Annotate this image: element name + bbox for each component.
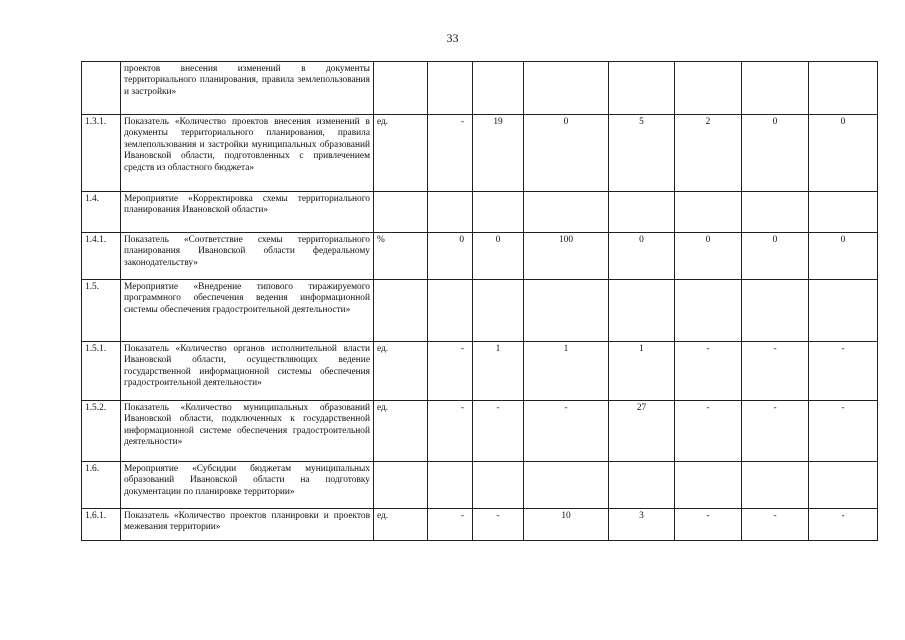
value-cell [524,192,609,233]
table-row [82,462,878,509]
value-cell [428,62,473,115]
value-cell [742,462,809,509]
value-cell [675,62,742,115]
value-cell [809,62,878,115]
value-cell: - [675,401,742,462]
value-cell [473,462,524,509]
table-row [82,115,878,192]
value-cell [428,280,473,342]
value-cell [675,280,742,342]
row-name: Показатель «Количество проектов планировки и проектов межевания территории» [121,509,374,541]
table-row [82,62,878,115]
row-unit: ед. [374,401,428,462]
row-unit: ед. [374,115,428,192]
row-number: 1.4. [82,192,121,233]
value-cell: 5 [609,115,675,192]
value-cell: - [473,401,524,462]
value-cell: 0 [675,233,742,280]
row-number: 1.6. [82,462,121,509]
value-cell: 0 [809,233,878,280]
row-unit [374,280,428,342]
row-unit: ед. [374,509,428,541]
table-row [82,509,878,541]
value-cell: - [809,509,878,541]
value-cell [473,192,524,233]
value-cell [524,62,609,115]
value-cell: 0 [473,233,524,280]
value-cell [742,280,809,342]
value-cell [428,462,473,509]
value-cell: 0 [742,233,809,280]
value-cell [809,280,878,342]
table-body [82,62,878,541]
value-cell [609,462,675,509]
table-row [82,192,878,233]
value-cell [524,462,609,509]
value-cell: 0 [609,233,675,280]
row-name: проектов внесения изменений в документы территориального планирования, правила землепользования и застройки» [121,62,374,115]
value-cell: 1 [609,342,675,401]
value-cell: - [742,509,809,541]
row-unit [374,62,428,115]
value-cell: 19 [473,115,524,192]
value-cell [473,62,524,115]
value-cell [609,280,675,342]
indicators-table [81,61,878,541]
row-number: 1.5.2. [82,401,121,462]
value-cell: 10 [524,509,609,541]
row-name: Показатель «Количество органов исполнительной власти Ивановской области, осуществляющих ведение государственной информационной системы обеспечения градостроительной деятельности» [121,342,374,401]
value-cell: - [742,342,809,401]
value-cell [675,192,742,233]
value-cell [524,280,609,342]
value-cell: 3 [609,509,675,541]
value-cell: 27 [609,401,675,462]
value-cell: - [809,401,878,462]
value-cell: - [473,509,524,541]
value-cell [742,192,809,233]
value-cell: - [428,401,473,462]
value-cell: - [428,342,473,401]
value-cell [742,62,809,115]
row-number: 1.5.1. [82,342,121,401]
value-cell: - [428,115,473,192]
row-number: 1.6.1. [82,509,121,541]
value-cell: - [809,342,878,401]
table-row [82,280,878,342]
value-cell: 1 [524,342,609,401]
table-row [82,233,878,280]
row-number: 1.3.1. [82,115,121,192]
value-cell [809,462,878,509]
value-cell [609,192,675,233]
row-unit [374,462,428,509]
row-name: Показатель «Количество проектов внесения изменений в документы территориального планирования, правила землепользования и застройки муниципальных образований Ивановской области, подготовленных с привлечением средств из областного бюджета» [121,115,374,192]
row-unit [374,192,428,233]
value-cell: - [742,401,809,462]
value-cell [609,62,675,115]
table-row [82,342,878,401]
value-cell: - [428,509,473,541]
row-name: Показатель «Соответствие схемы территориального планирования Ивановской области федеральному законодательству» [121,233,374,280]
value-cell [809,192,878,233]
value-cell: - [675,509,742,541]
value-cell: - [524,401,609,462]
value-cell: 100 [524,233,609,280]
row-number [82,62,121,115]
row-name: Показатель «Количество муниципальных образований Ивановской области, подключенных к государственной информационной системе обеспечения градостроительной деятельности» [121,401,374,462]
value-cell: 0 [809,115,878,192]
row-name: Мероприятие «Корректировка схемы территориального планирования Ивановской области» [121,192,374,233]
value-cell: 0 [428,233,473,280]
table-row [82,401,878,462]
row-unit: ед. [374,342,428,401]
value-cell [428,192,473,233]
value-cell [473,280,524,342]
value-cell [675,462,742,509]
row-name: Мероприятие «Внедрение типового тиражируемого программного обеспечения ведения информационной системы обеспечения градостроительной деятельности» [121,280,374,342]
row-unit: % [374,233,428,280]
row-number: 1.5. [82,280,121,342]
value-cell: 0 [742,115,809,192]
row-name: Мероприятие «Субсидии бюджетам муниципальных образований Ивановской области на подготовку документации по планировке территории» [121,462,374,509]
value-cell: - [675,342,742,401]
row-number: 1.4.1. [82,233,121,280]
page-number: 33 [446,31,459,45]
value-cell: 2 [675,115,742,192]
value-cell: 1 [473,342,524,401]
value-cell: 0 [524,115,609,192]
